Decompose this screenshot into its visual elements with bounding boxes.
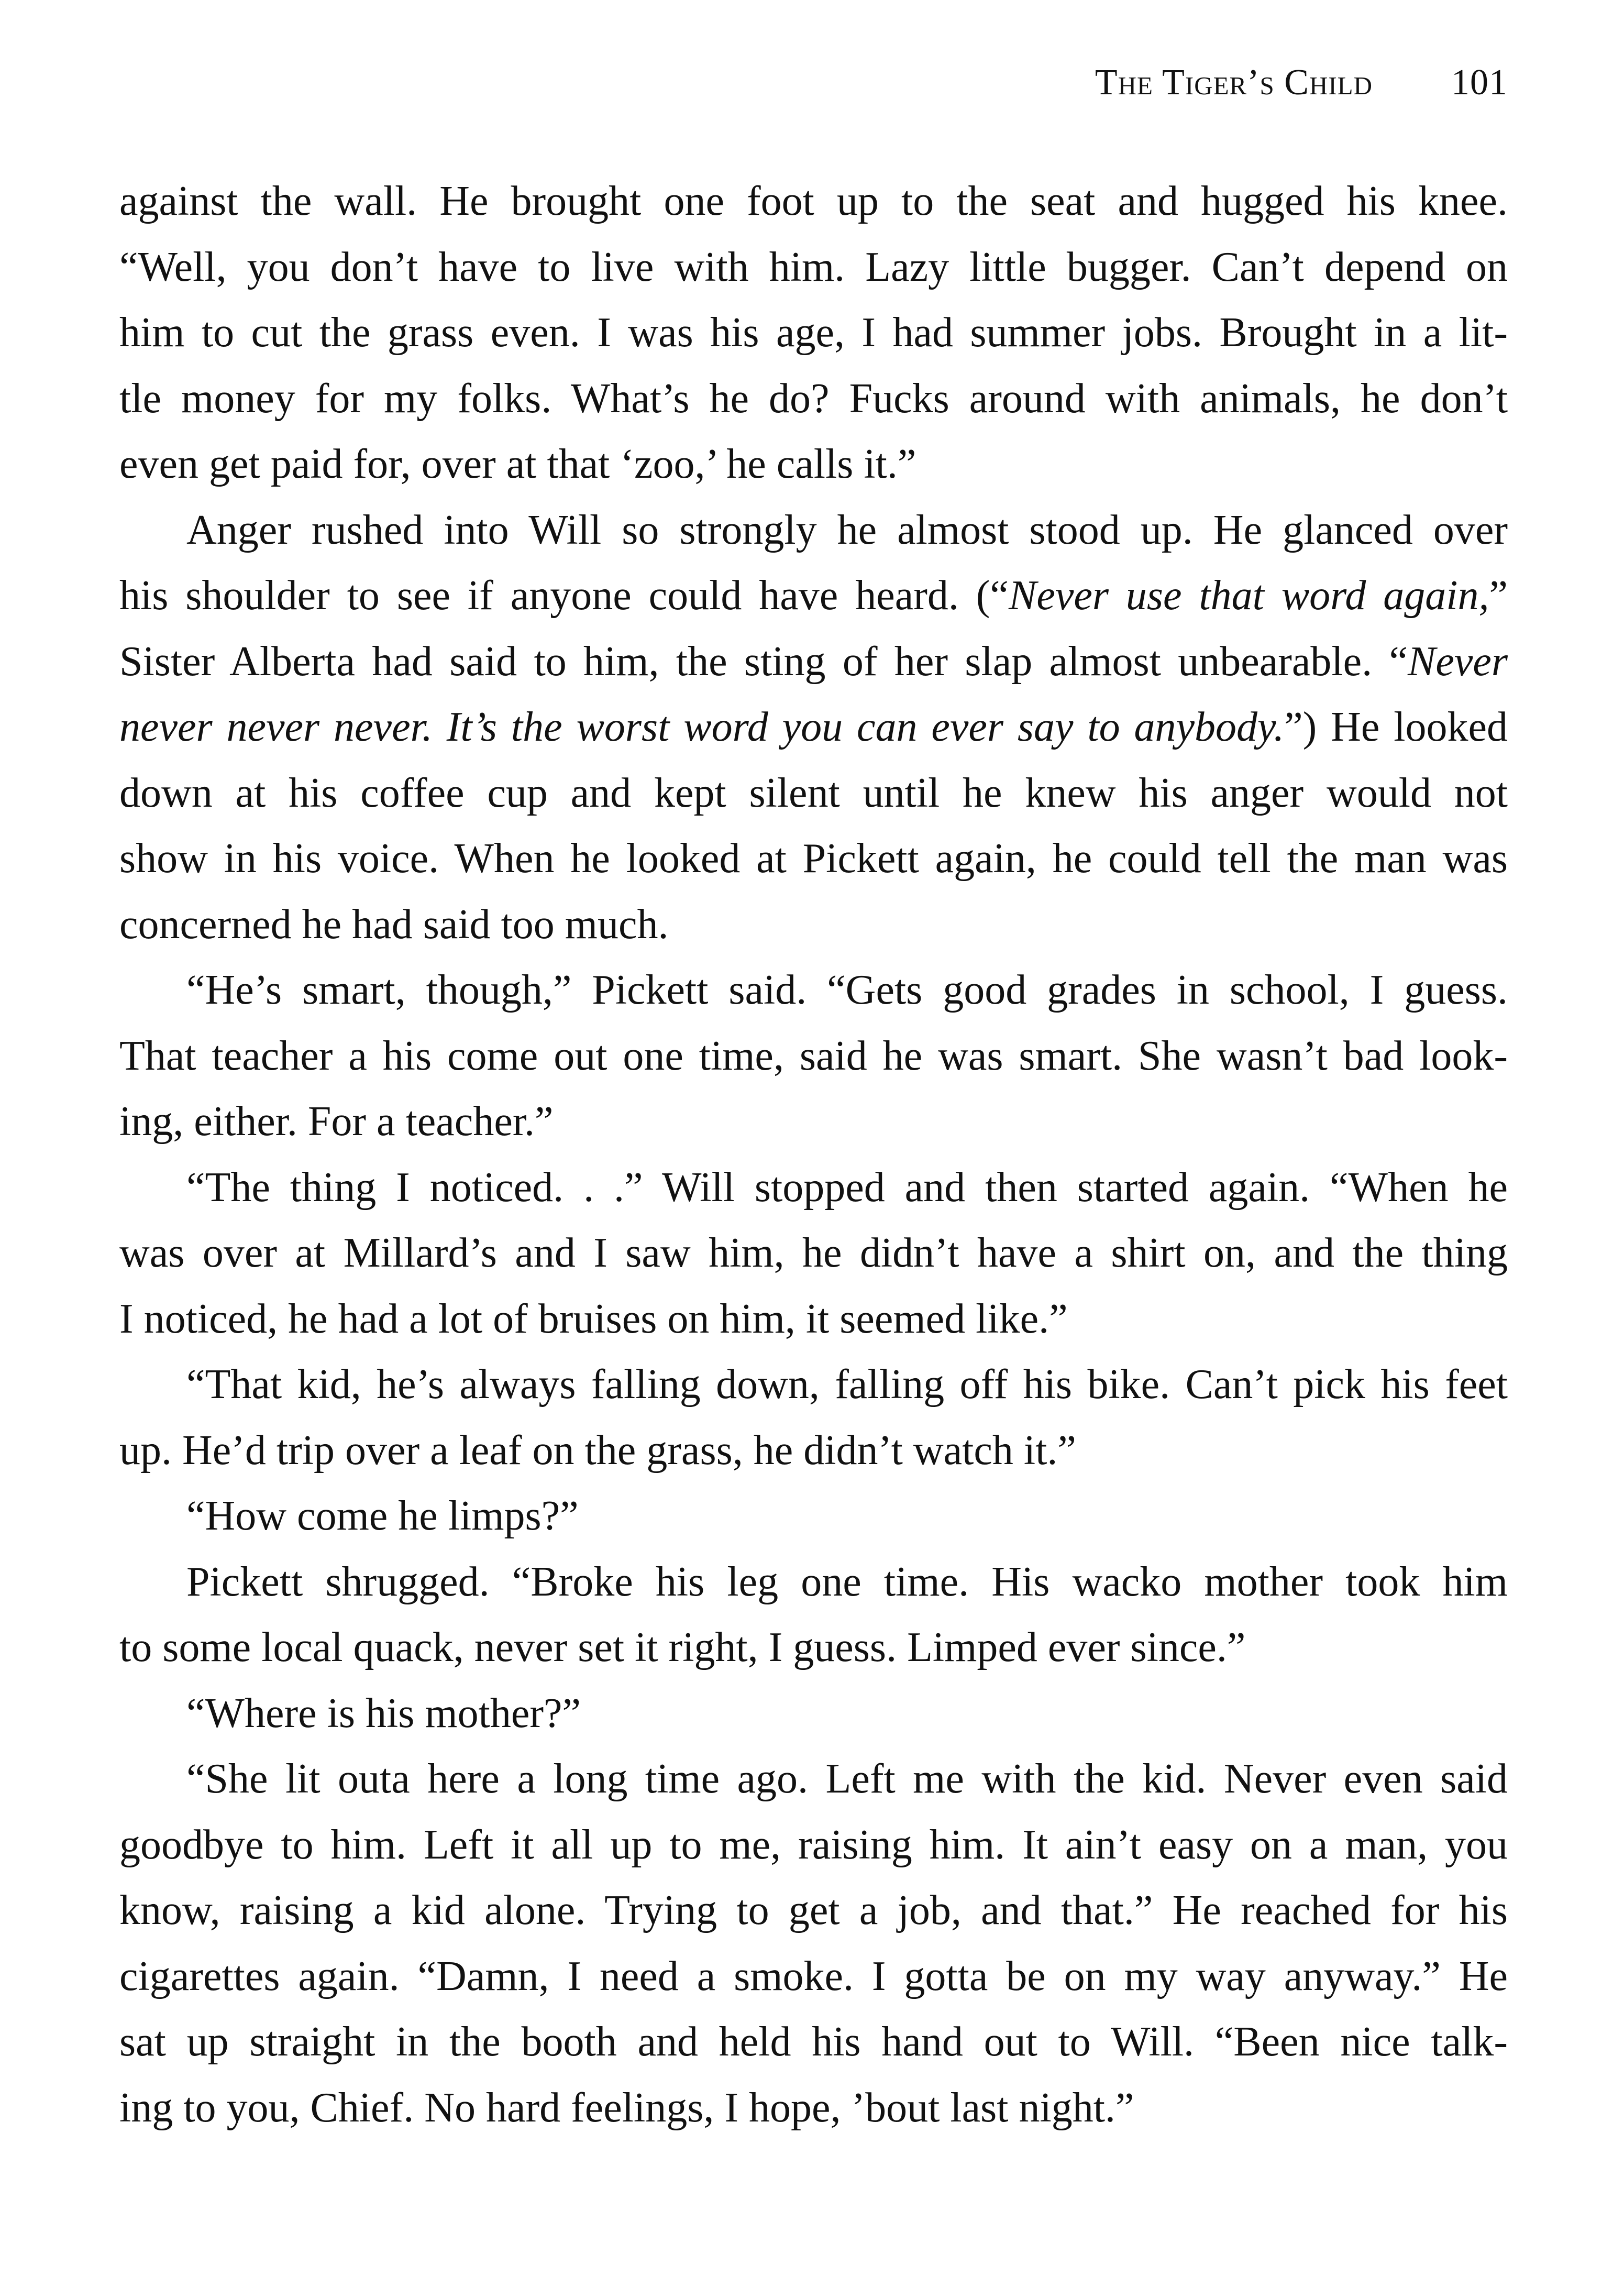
text-line: Anger rushed into Will so strongly he almost stood up. He glanced over <box>186 507 1508 553</box>
text-line: never never never. It’s the worst word you can ever say to anybody.”) He looked <box>119 704 1508 750</box>
text-line: concerned he had said too much. <box>119 901 669 948</box>
text-line: Sister Alberta had said to him, the sting of her slap almost unbearable. “Never <box>119 638 1508 685</box>
text-line: him to cut the grass even. I was his age, I had summer jobs. Brought in a lit- <box>119 310 1508 356</box>
text-line: That teacher a his come out one time, said he was smart. She wasn’t bad look- <box>119 1032 1508 1079</box>
text-line: to some local quack, never set it right, I guess. Limped ever since.” <box>119 1624 1246 1670</box>
text-line: goodbye to him. Left it all up to me, raising him. It ain’t easy on a man, you <box>119 1821 1508 1868</box>
page-number: 101 <box>1451 62 1508 103</box>
paragraph <box>119 1746 1508 2141</box>
text-line: even get paid for, over at that ‘zoo,’ he calls it.” <box>119 441 916 487</box>
text-line: sat up straight in the booth and held his hand out to Will. “Been nice talk- <box>119 2019 1508 2065</box>
text-line: down at his coffee cup and kept silent until he knew his anger would not <box>119 769 1508 816</box>
text-line: “That kid, he’s always falling down, falling off his bike. Can’t pick his feet <box>186 1361 1508 1408</box>
paragraph <box>119 1483 1508 1549</box>
paragraph <box>119 958 1508 1155</box>
body-text <box>119 169 1508 2141</box>
text-line: know, raising a kid alone. Trying to get a job, and that.” He reached for his <box>119 1887 1508 1933</box>
text-line: up. He’d trip over a leaf on the grass, he didn’t watch it.” <box>119 1427 1076 1474</box>
text-line: was over at Millard’s and I saw him, he didn’t have a shirt on, and the thing <box>119 1230 1508 1276</box>
text-line: ing, either. For a teacher.” <box>119 1098 554 1145</box>
running-title: The Tiger’s Child <box>1095 62 1373 103</box>
text-line: ing to you, Chief. No hard feelings, I hope, ’bout last night.” <box>119 2084 1134 2131</box>
running-head <box>1095 62 1508 104</box>
text-line: “Well, you don’t have to live with him. Lazy little bugger. Can’t depend on <box>119 244 1508 290</box>
paragraph <box>119 1352 1508 1483</box>
paragraph <box>119 1155 1508 1353</box>
text-line: I noticed, he had a lot of bruises on him, it seemed like.” <box>119 1295 1068 1342</box>
text-line: “He’s smart, though,” Pickett said. “Gets good grades in school, I guess. <box>186 967 1508 1013</box>
text-line: cigarettes again. “Damn, I need a smoke. I gotta be on my way anyway.” He <box>119 1953 1508 1999</box>
text-line: “Where is his mother?” <box>186 1690 581 1736</box>
text-line: his shoulder to see if anyone could have heard. (“Never use that word again,” <box>119 573 1508 619</box>
text-line: “The thing I noticed. . .” Will stopped and then started again. “When he <box>186 1164 1508 1211</box>
text-line: against the wall. He brought one foot up to the seat and hugged his knee. <box>119 178 1508 224</box>
text-line: tle money for my folks. What’s he do? Fucks around with animals, he don’t <box>119 375 1508 422</box>
text-line: Pickett shrugged. “Broke his leg one time. His wacko mother took him <box>186 1558 1508 1605</box>
text-line: show in his voice. When he looked at Pickett again, he could tell the man was <box>119 835 1508 882</box>
paragraph <box>119 498 1508 958</box>
paragraph <box>119 1549 1508 1681</box>
text-line: “She lit outa here a long time ago. Left me with the kid. Never even said <box>186 1756 1508 1802</box>
paragraph <box>119 169 1508 498</box>
text-line: “How come he limps?” <box>186 1493 579 1539</box>
paragraph <box>119 1681 1508 1747</box>
